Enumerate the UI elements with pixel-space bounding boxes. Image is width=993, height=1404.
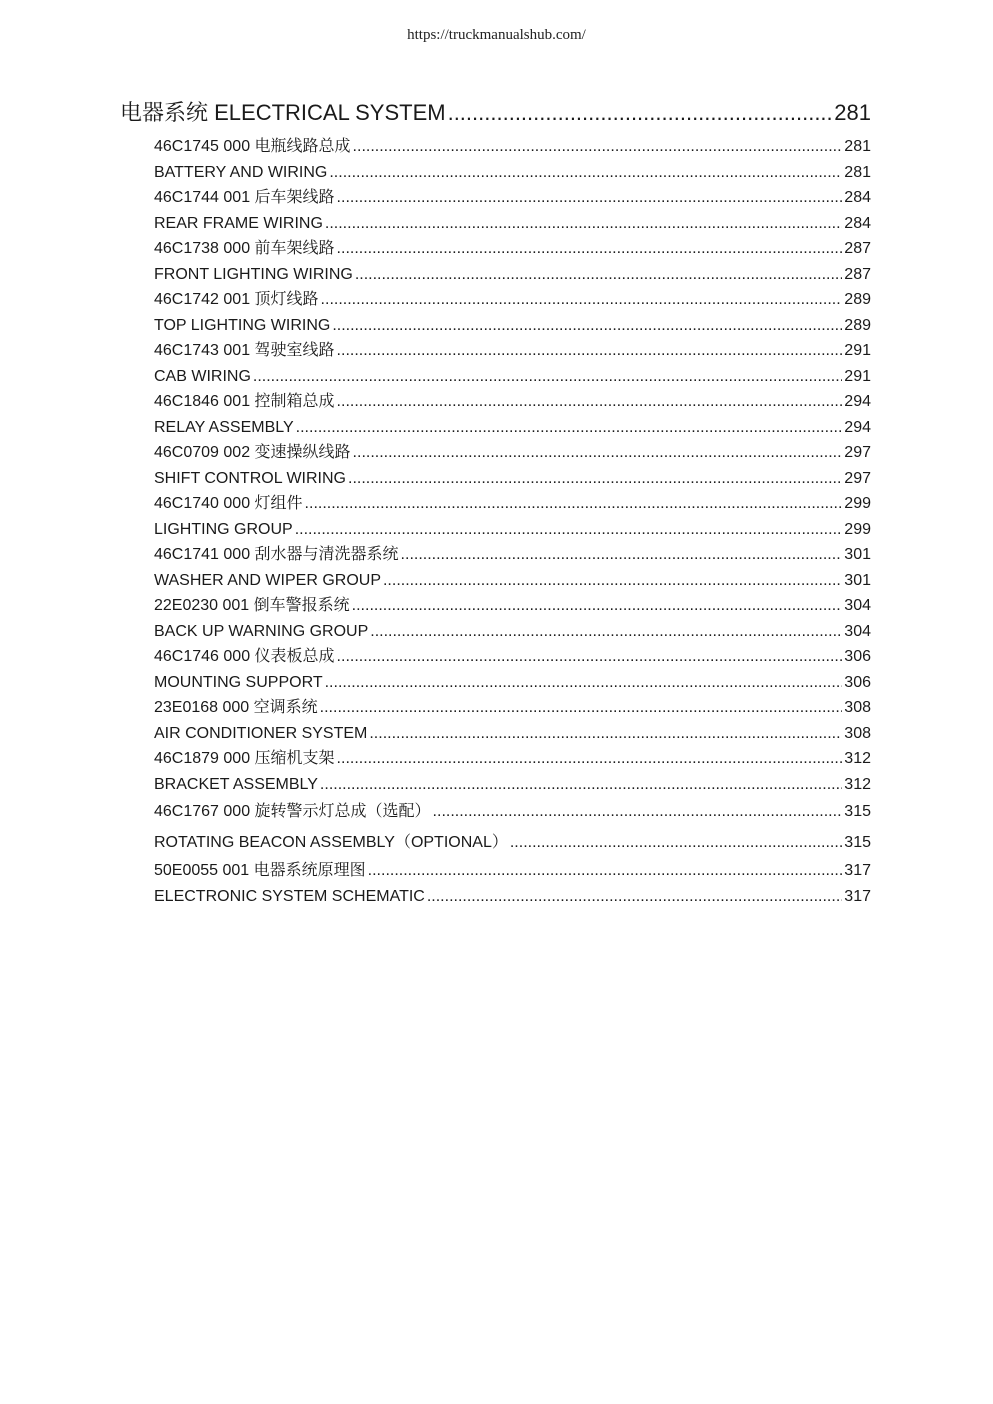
dot-leader — [337, 338, 843, 364]
toc-entry-page: 294 — [844, 419, 871, 436]
toc-entry-title: AIR CONDITIONER SYSTEM — [154, 725, 368, 742]
dot-leader — [253, 364, 842, 389]
toc-entry[interactable] — [154, 466, 871, 491]
toc-entry-page: 301 — [844, 546, 871, 563]
toc-heading-title: 电器系统 ELECTRICAL SYSTEM — [120, 100, 446, 125]
toc-entry-title: 46C1879 000 压缩机支架 — [154, 750, 335, 767]
dot-leader — [329, 160, 842, 185]
toc-entry-title: BATTERY AND WIRING — [154, 164, 328, 181]
toc-entry[interactable] — [154, 772, 871, 797]
toc-entry-page: 291 — [844, 368, 871, 385]
toc-entry-page: 312 — [844, 750, 871, 767]
toc-entry[interactable] — [154, 542, 871, 568]
toc-entry[interactable] — [154, 134, 871, 160]
toc-entry[interactable] — [154, 287, 871, 313]
dot-leader — [348, 466, 842, 491]
dot-leader — [369, 721, 842, 746]
dot-leader — [383, 568, 842, 593]
toc-entry-page: 281 — [844, 138, 871, 155]
toc-entry-page: 315 — [844, 803, 871, 820]
table-of-contents — [120, 96, 871, 909]
toc-entry[interactable] — [154, 517, 871, 542]
toc-entry-title: 46C1743 001 驾驶室线路 — [154, 342, 335, 359]
dot-leader — [510, 827, 842, 858]
toc-entry[interactable] — [154, 440, 871, 466]
toc-entry[interactable] — [154, 721, 871, 746]
toc-entry-page: 317 — [844, 888, 871, 905]
toc-entry-title: ROTATING BEACON ASSEMBLY（OPTIONAL） — [154, 834, 508, 851]
dot-leader — [433, 797, 843, 827]
toc-entry-title: SHIFT CONTROL WIRING — [154, 470, 346, 487]
toc-entry-title: 46C1767 000 旋转警示灯总成（选配） — [154, 803, 431, 820]
toc-entry-title: 22E0230 001 倒车警报系统 — [154, 597, 350, 614]
dot-leader — [337, 644, 843, 670]
toc-entry[interactable] — [154, 389, 871, 415]
toc-entry-page: 304 — [844, 597, 871, 614]
toc-entry[interactable] — [154, 746, 871, 772]
dot-leader — [353, 134, 843, 160]
toc-entry-title: MOUNTING SUPPORT — [154, 674, 323, 691]
toc-section-heading[interactable] — [120, 96, 871, 130]
dot-leader — [325, 211, 842, 236]
dot-leader — [337, 389, 843, 415]
toc-entry-title: TOP LIGHTING WIRING — [154, 317, 331, 334]
toc-entry-page: 304 — [844, 623, 871, 640]
toc-entry[interactable] — [154, 313, 871, 338]
toc-entry[interactable] — [154, 568, 871, 593]
dot-leader — [355, 262, 842, 287]
toc-entry-title: 46C1745 000 电瓶线路总成 — [154, 138, 351, 155]
toc-entry-page: 312 — [844, 776, 871, 793]
toc-entry-title: WASHER AND WIPER GROUP — [154, 572, 381, 589]
toc-entry-page: 308 — [844, 699, 871, 716]
toc-entry-page: 301 — [844, 572, 871, 589]
toc-entry[interactable] — [154, 827, 871, 858]
dot-leader — [295, 517, 843, 542]
toc-entry-title: 46C1740 000 灯组件 — [154, 495, 303, 512]
toc-entry[interactable] — [154, 884, 871, 909]
toc-entry-title: 46C1738 000 前车架线路 — [154, 240, 335, 257]
toc-entry-page: 284 — [844, 189, 871, 206]
toc-heading-page: 281 — [834, 100, 871, 125]
dot-leader — [320, 772, 842, 797]
toc-entry-title: 46C0709 002 变速操纵线路 — [154, 444, 351, 461]
dot-leader — [320, 695, 843, 721]
toc-entry-title: BACK UP WARNING GROUP — [154, 623, 369, 640]
toc-entry-title: FRONT LIGHTING WIRING — [154, 266, 353, 283]
header-url[interactable]: https://truckmanualshub.com/ — [407, 27, 586, 43]
toc-entry-page: 291 — [844, 342, 871, 359]
toc-entry-page: 308 — [844, 725, 871, 742]
toc-entry[interactable] — [154, 619, 871, 644]
dot-leader — [296, 415, 843, 440]
toc-entry[interactable] — [154, 415, 871, 440]
dot-leader — [448, 96, 833, 130]
dot-leader — [325, 670, 843, 695]
toc-entry-title: ELECTRONIC SYSTEM SCHEMATIC — [154, 888, 425, 905]
toc-entry-page: 297 — [844, 470, 871, 487]
toc-entry-page: 289 — [844, 317, 871, 334]
toc-entry[interactable] — [154, 185, 871, 211]
toc-entry[interactable] — [154, 644, 871, 670]
dot-leader — [321, 287, 843, 313]
dot-leader — [352, 593, 843, 619]
toc-entry-title: 46C1742 001 顶灯线路 — [154, 291, 319, 308]
toc-entry-title: LIGHTING GROUP — [154, 521, 293, 538]
dot-leader — [337, 185, 843, 211]
toc-entry-page: 289 — [844, 291, 871, 308]
toc-entry-page: 306 — [844, 648, 871, 665]
toc-entry-title: 46C1746 000 仪表板总成 — [154, 648, 335, 665]
dot-leader — [337, 746, 843, 772]
toc-entry[interactable] — [154, 797, 871, 827]
toc-entry-page: 297 — [844, 444, 871, 461]
toc-entry-page: 287 — [844, 240, 871, 257]
toc-entry-page: 306 — [844, 674, 871, 691]
toc-entry[interactable] — [154, 160, 871, 185]
toc-entry-title: BRACKET ASSEMBLY — [154, 776, 318, 793]
toc-entry-title: 46C1846 001 控制箱总成 — [154, 393, 335, 410]
dot-leader — [305, 491, 843, 517]
toc-entry-page: 284 — [844, 215, 871, 232]
toc-entry-page: 317 — [844, 862, 871, 879]
toc-entry-page: 281 — [844, 164, 871, 181]
toc-entries — [154, 134, 871, 909]
dot-leader — [427, 884, 842, 909]
toc-entry-page: 287 — [844, 266, 871, 283]
toc-entry[interactable] — [154, 262, 871, 287]
toc-entry[interactable] — [154, 695, 871, 721]
dot-leader — [337, 236, 843, 262]
toc-entry-page: 294 — [844, 393, 871, 410]
toc-entry[interactable] — [154, 491, 871, 517]
toc-entry[interactable] — [154, 593, 871, 619]
dot-leader — [332, 313, 842, 338]
toc-entry-title: 46C1741 000 刮水器与清洗器系统 — [154, 546, 399, 563]
toc-entry[interactable] — [154, 211, 871, 236]
dot-leader — [353, 440, 843, 466]
toc-entry[interactable] — [154, 364, 871, 389]
toc-entry-title: CAB WIRING — [154, 368, 251, 385]
dot-leader — [370, 619, 842, 644]
toc-entry-title: 46C1744 001 后车架线路 — [154, 189, 335, 206]
toc-entry[interactable] — [154, 236, 871, 262]
toc-entry[interactable] — [154, 670, 871, 695]
toc-entry[interactable] — [154, 858, 871, 884]
toc-entry-page: 315 — [844, 834, 871, 851]
dot-leader — [368, 858, 843, 884]
toc-entry-title: RELAY ASSEMBLY — [154, 419, 294, 436]
toc-entry-title: 50E0055 001 电器系统原理图 — [154, 862, 366, 879]
toc-entry-page: 299 — [844, 521, 871, 538]
toc-entry[interactable] — [154, 338, 871, 364]
toc-entry-title: 23E0168 000 空调系统 — [154, 699, 318, 716]
toc-entry-page: 299 — [844, 495, 871, 512]
toc-entry-title: REAR FRAME WIRING — [154, 215, 323, 232]
dot-leader — [401, 542, 843, 568]
